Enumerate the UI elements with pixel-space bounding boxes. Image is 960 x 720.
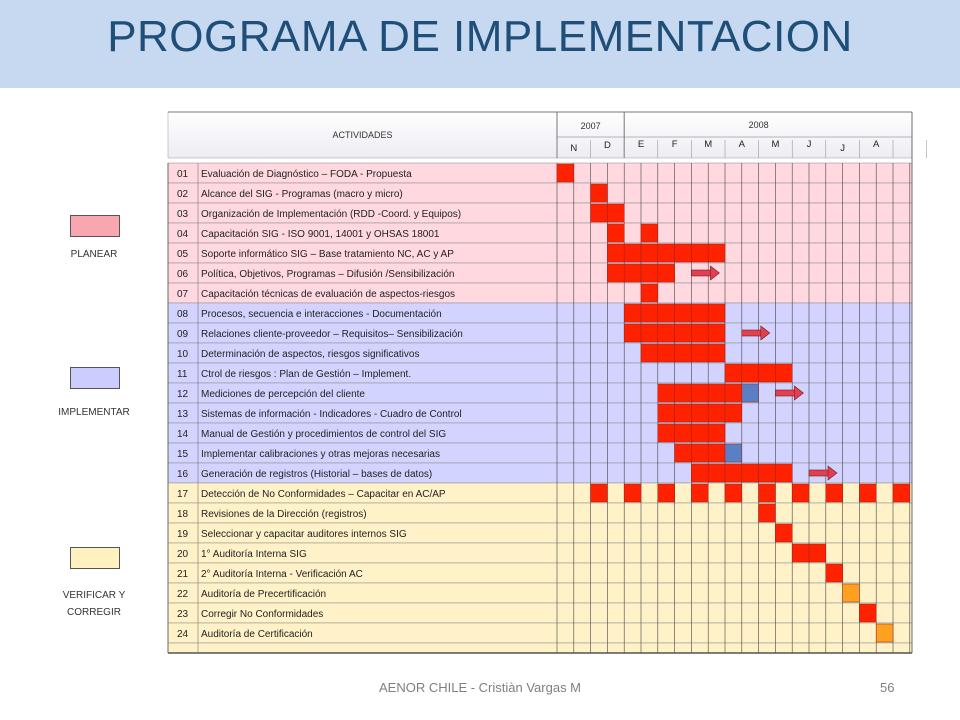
- task-cell-12-4: [725, 384, 742, 402]
- task-cell-16-4: [759, 464, 776, 482]
- activity-num-24: 24: [177, 629, 189, 640]
- task-cell-17-5: [759, 484, 776, 502]
- month-label-2: E: [637, 139, 645, 150]
- task-cell-06-3: [658, 264, 675, 282]
- task-cell-08-2: [658, 304, 675, 322]
- task-cell-08-3: [675, 304, 692, 322]
- task-cell-09-2: [658, 324, 675, 342]
- task-cell-13-4: [725, 404, 742, 422]
- task-cell-14-3: [708, 424, 725, 442]
- activity-num-22: 22: [177, 589, 189, 600]
- task-cell-16-5: [775, 464, 792, 482]
- task-cell-08-4: [691, 304, 708, 322]
- activity-label-19: Seleccionar y capacitar auditores internos SIG: [201, 529, 407, 540]
- activity-label-21: 2° Auditoría Interna - Verificación AC: [201, 569, 363, 580]
- task-cell-17-4: [725, 484, 742, 502]
- legend-label-planear-line1: PLANEAR: [70, 249, 118, 260]
- task-cell-23-0: [859, 604, 876, 622]
- task-cell-08-5: [708, 304, 725, 322]
- month-label-4: M: [704, 139, 713, 150]
- task-cell-15-1: [691, 444, 708, 462]
- task-cell-09-1: [641, 324, 658, 342]
- activity-label-10: Determinación de aspectos, riesgos significativos: [201, 349, 420, 360]
- activity-label-07: Capacitación técnicas de evaluación de aspectos-riesgos: [201, 289, 456, 300]
- activity-label-16: Generación de registros (Historial – bases de datos): [201, 469, 433, 480]
- task-cell-10-4: [708, 344, 725, 362]
- arrow-shaft-09: [742, 330, 762, 336]
- task-cell-14-0: [658, 424, 675, 442]
- task-cell-17-6: [792, 484, 809, 502]
- task-cell-05-6: [708, 244, 725, 262]
- task-cell-11-0: [725, 364, 742, 382]
- task-cell-05-2: [641, 244, 658, 262]
- task-cell-13-3: [708, 404, 725, 422]
- task-cell-10-1: [658, 344, 675, 362]
- activity-num-12: 12: [177, 389, 189, 400]
- task-cell-16-2: [725, 464, 742, 482]
- page-number: 56: [880, 680, 895, 695]
- task-cell-11-3: [775, 364, 792, 382]
- task-cell-10-0: [641, 344, 658, 362]
- activity-label-11: Ctrol de riesgos : Plan de Gestión – Implement.: [201, 369, 412, 380]
- activity-num-08: 08: [177, 309, 189, 320]
- task-cell-09-3: [675, 324, 692, 342]
- slide-title: PROGRAMA DE IMPLEMENTACION: [107, 12, 853, 61]
- task-cell-15-0: [675, 444, 692, 462]
- task-cell-12-5: [742, 384, 759, 402]
- task-cell-09-4: [691, 324, 708, 342]
- activity-label-09: Relaciones cliente-proveedor – Requisitos– Sensibilización: [201, 329, 463, 340]
- activity-num-20: 20: [177, 549, 189, 560]
- task-cell-05-0: [607, 244, 624, 262]
- task-cell-03-1: [607, 204, 624, 222]
- task-cell-12-1: [675, 384, 692, 402]
- task-cell-09-0: [624, 324, 641, 342]
- task-cell-04-1: [641, 224, 658, 242]
- task-cell-17-9: [893, 484, 910, 502]
- activity-label-24: Auditoría de Certificación: [201, 629, 313, 640]
- year-2008: 2008: [748, 120, 769, 130]
- activity-num-15: 15: [177, 449, 189, 460]
- task-cell-06-1: [624, 264, 641, 282]
- month-label-7: J: [806, 139, 812, 150]
- activity-label-12: Mediciones de percepción del cliente: [201, 389, 365, 400]
- task-cell-16-3: [742, 464, 759, 482]
- task-cell-05-5: [691, 244, 708, 262]
- task-cell-13-2: [691, 404, 708, 422]
- task-cell-12-2: [691, 384, 708, 402]
- month-label-6: M: [771, 139, 780, 150]
- task-cell-20-0: [792, 544, 809, 562]
- task-cell-10-3: [691, 344, 708, 362]
- task-cell-07-0: [641, 284, 658, 302]
- task-cell-13-1: [675, 404, 692, 422]
- task-cell-08-0: [624, 304, 641, 322]
- activity-num-16: 16: [177, 469, 189, 480]
- task-cell-06-2: [641, 264, 658, 282]
- task-cell-13-0: [658, 404, 675, 422]
- month-label-3: F: [671, 139, 678, 150]
- month-label-8: J: [840, 143, 845, 154]
- task-cell-21-0: [826, 564, 843, 582]
- task-cell-06-0: [607, 264, 624, 282]
- task-cell-14-2: [691, 424, 708, 442]
- activity-num-18: 18: [177, 509, 189, 520]
- task-cell-17-0: [591, 484, 608, 502]
- task-cell-04-0: [607, 224, 624, 242]
- task-cell-19-0: [775, 524, 792, 542]
- task-cell-17-3: [691, 484, 708, 502]
- month-label-9: A: [873, 139, 880, 150]
- task-cell-17-7: [826, 484, 843, 502]
- footer-text: AENOR CHILE - Cristiàn Vargas M: [378, 680, 582, 695]
- activity-label-23: Corregir No Conformidades: [201, 609, 324, 620]
- activity-label-13: Sistemas de información - Indicadores - Cuadro de Control: [201, 409, 462, 420]
- activity-num-23: 23: [177, 609, 189, 620]
- gantt-bottom-spacer: [168, 643, 912, 653]
- task-cell-10-2: [675, 344, 692, 362]
- activities-header: ACTIVIDADES: [332, 130, 393, 140]
- activity-num-07: 07: [177, 289, 189, 300]
- activity-label-05: Soporte informático SIG – Base tratamiento NC, AC y AP: [201, 249, 454, 260]
- task-cell-14-1: [675, 424, 692, 442]
- activity-num-01: 01: [177, 169, 189, 180]
- task-cell-01-0: [557, 164, 574, 182]
- activity-num-04: 04: [177, 229, 189, 240]
- task-cell-16-0: [691, 464, 708, 482]
- month-label-1: D: [603, 140, 611, 151]
- activity-num-11: 11: [177, 369, 188, 380]
- month-label-5: A: [738, 139, 745, 150]
- legend-label-implementar-line1: IMPLEMENTAR: [58, 407, 130, 418]
- activity-label-08: Procesos, secuencia e interacciones - Documentación: [201, 309, 442, 320]
- activity-label-02: Alcance del SIG - Programas (macro y micro): [201, 189, 403, 200]
- activity-num-21: 21: [177, 569, 189, 580]
- arrow-shaft-12: [775, 390, 795, 396]
- activity-num-02: 02: [177, 189, 189, 200]
- task-cell-12-3: [708, 384, 725, 402]
- task-cell-11-2: [759, 364, 776, 382]
- task-cell-09-5: [708, 324, 725, 342]
- activity-num-17: 17: [177, 489, 189, 500]
- activity-num-10: 10: [177, 349, 189, 360]
- year-2007: 2007: [580, 121, 601, 131]
- task-cell-15-3: [725, 444, 742, 462]
- activity-label-22: Auditoría de Precertificación: [201, 589, 327, 600]
- task-cell-11-1: [742, 364, 759, 382]
- task-cell-18-0: [759, 504, 776, 522]
- activity-num-13: 13: [177, 409, 189, 420]
- activity-num-09: 09: [177, 329, 189, 340]
- activity-label-20: 1° Auditoría Interna SIG: [201, 549, 307, 560]
- task-cell-17-2: [658, 484, 675, 502]
- task-cell-16-1: [708, 464, 725, 482]
- arrow-shaft-16: [809, 470, 829, 476]
- activity-label-03: Organización de Implementación (RDD -Coord. y Equipos): [201, 209, 462, 220]
- activity-num-06: 06: [177, 269, 189, 280]
- task-cell-05-1: [624, 244, 641, 262]
- activity-label-06: Política, Objetivos, Programas – Difusión /Sensibilización: [201, 269, 455, 280]
- legend-label-verificar-line1: VERIFICAR Y: [62, 590, 126, 601]
- task-cell-05-3: [658, 244, 675, 262]
- activity-label-17: Detección de No Conformidades – Capacitar en AC/AP: [201, 489, 446, 500]
- activity-num-19: 19: [177, 529, 189, 540]
- gantt-header-bg: [168, 112, 912, 158]
- task-cell-17-8: [859, 484, 876, 502]
- activity-label-18: Revisiones de la Dirección (registros): [201, 509, 367, 520]
- month-label-0: N: [570, 143, 578, 154]
- task-cell-22-0: [843, 584, 860, 602]
- activity-label-01: Evaluación de Diagnóstico – FODA - Propuesta: [201, 169, 412, 180]
- task-cell-02-0: [591, 184, 608, 202]
- task-cell-17-1: [624, 484, 641, 502]
- activity-label-14: Manual de Gestión y procedimientos de control del SIG: [201, 429, 447, 440]
- task-cell-24-0: [876, 624, 893, 642]
- task-cell-20-1: [809, 544, 826, 562]
- legend-label-verificar-line2: CORREGIR: [67, 607, 121, 618]
- task-cell-12-0: [658, 384, 675, 402]
- activity-num-05: 05: [177, 249, 189, 260]
- activity-num-14: 14: [177, 429, 189, 440]
- task-cell-15-2: [708, 444, 725, 462]
- activity-num-03: 03: [177, 209, 189, 220]
- arrow-shaft-06: [691, 270, 711, 276]
- activity-label-15: Implementar calibraciones y otras mejoras necesarias: [201, 449, 440, 460]
- task-cell-03-0: [591, 204, 608, 222]
- task-cell-08-1: [641, 304, 658, 322]
- activity-label-04: Capacitación SIG - ISO 9001, 14001 y OHSAS 18001: [201, 229, 440, 240]
- task-cell-05-4: [675, 244, 692, 262]
